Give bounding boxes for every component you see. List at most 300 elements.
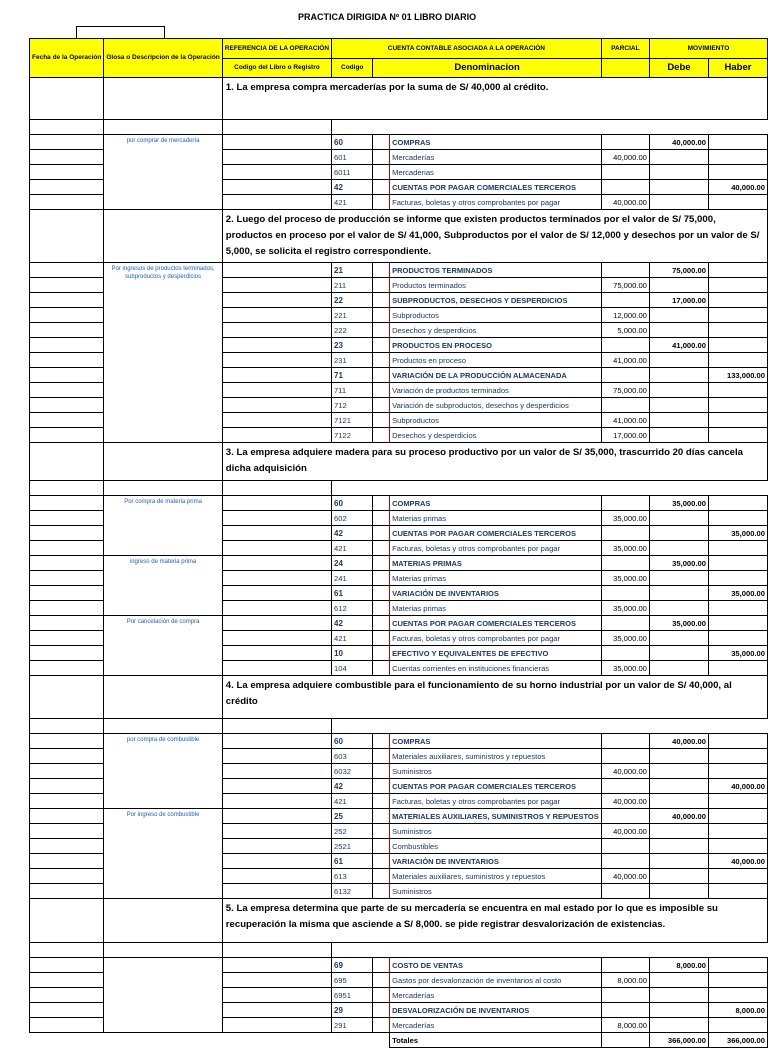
account-name: Desechos y desperdicios <box>390 428 602 443</box>
ref-cell <box>222 165 331 180</box>
haber-value <box>708 839 767 854</box>
parcial-value <box>601 496 649 511</box>
account-code: 695 <box>332 973 373 988</box>
fecha-cell <box>30 180 104 195</box>
ref-cell <box>222 1018 331 1033</box>
haber-value <box>708 616 767 631</box>
debe-value <box>649 839 708 854</box>
account-name: COSTO DE VENTAS <box>390 958 602 973</box>
fecha-cell <box>30 556 104 571</box>
account-name: Suministros <box>390 824 602 839</box>
debe-value: 17,000.00 <box>649 293 708 308</box>
marker-cell <box>373 135 390 150</box>
account-code: 2521 <box>332 839 373 854</box>
ref-cell <box>222 869 331 884</box>
account-code: 6032 <box>332 764 373 779</box>
marker-cell <box>373 413 390 428</box>
ref-cell <box>222 794 331 809</box>
col-movimiento: MOVIMIENTO <box>649 39 767 59</box>
parcial-value <box>601 779 649 794</box>
account-name: Materias primas <box>390 511 602 526</box>
marker-cell <box>373 308 390 323</box>
account-code: 222 <box>332 323 373 338</box>
ref-cell <box>222 824 331 839</box>
ref-cell <box>222 734 331 749</box>
ref-cell <box>222 719 331 734</box>
account-name: Productos en proceso <box>390 353 602 368</box>
account-code: 23 <box>332 338 373 353</box>
marker-cell <box>373 323 390 338</box>
ref-cell <box>222 779 331 794</box>
haber-value <box>708 293 767 308</box>
debe-value: 41,000.00 <box>649 338 708 353</box>
parcial-value: 12,000.00 <box>601 308 649 323</box>
parcial-value: 40,000.00 <box>601 150 649 165</box>
marker-cell <box>373 988 390 1003</box>
ref-cell <box>222 180 331 195</box>
statement-text: 5. La empresa determina que parte de su mercadería se encuentra en mal estado por lo que es imposible su recuperación la misma que asciende a S/ 8,000. se pide registrar desvalorización de existencias. <box>222 899 767 943</box>
glosa-cell: Por ingreso de combustible <box>104 809 222 899</box>
spacer-row <box>30 719 768 734</box>
col-denominacion: Denominacion <box>373 59 601 78</box>
fecha-cell <box>30 165 104 180</box>
glosa-cell <box>104 481 222 496</box>
ref-cell <box>222 308 331 323</box>
parcial-value <box>601 556 649 571</box>
ref-cell <box>222 616 331 631</box>
marker-cell <box>373 973 390 988</box>
glosa-cell <box>104 719 222 734</box>
fecha-cell <box>30 749 104 764</box>
fecha-cell <box>30 210 104 263</box>
account-name: Materias primas <box>390 601 602 616</box>
totals-haber: 366,000.00 <box>708 1033 767 1048</box>
debe-value: 40,000.00 <box>649 734 708 749</box>
fecha-cell <box>30 661 104 676</box>
parcial-value <box>601 616 649 631</box>
ref-cell <box>222 353 331 368</box>
account-name: Materiales auxiliares, suministros y repuestos <box>390 749 602 764</box>
fecha-cell <box>30 323 104 338</box>
account-code: 6951 <box>332 988 373 1003</box>
account-name: Desechos y desperdicios <box>390 323 602 338</box>
account-code: 22 <box>332 293 373 308</box>
debe-value <box>649 413 708 428</box>
blank-cell <box>332 1033 373 1048</box>
fecha-cell <box>30 794 104 809</box>
header-top-box <box>76 26 165 38</box>
account-code: 42 <box>332 526 373 541</box>
haber-value: 40,000.00 <box>708 779 767 794</box>
fecha-cell <box>30 809 104 824</box>
account-code: 69 <box>332 958 373 973</box>
entry-row <box>30 135 768 150</box>
parcial-value: 40,000.00 <box>601 794 649 809</box>
account-name: Materias primas <box>390 571 602 586</box>
col-cuenta: CUENTA CONTABLE ASOCIADA A LA OPERACIÓN <box>332 39 602 59</box>
spacer-row <box>30 120 768 135</box>
parcial-value <box>601 1003 649 1018</box>
glosa-cell <box>104 899 222 943</box>
account-code: 6132 <box>332 884 373 899</box>
parcial-value <box>601 839 649 854</box>
fecha-cell <box>30 571 104 586</box>
glosa-cell <box>104 443 222 481</box>
account-name: CUENTAS POR PAGAR COMERCIALES TERCEROS <box>390 180 602 195</box>
haber-value <box>708 413 767 428</box>
account-code: 712 <box>332 398 373 413</box>
ref-cell <box>222 973 331 988</box>
fecha-cell <box>30 884 104 899</box>
ref-cell <box>222 839 331 854</box>
account-name: Facturas, boletas y otros comprobantes por pagar <box>390 541 602 556</box>
spacer-row <box>30 943 768 958</box>
parcial-value: 41,000.00 <box>601 413 649 428</box>
fecha-cell <box>30 839 104 854</box>
fecha-cell <box>30 511 104 526</box>
haber-value <box>708 824 767 839</box>
account-name: MATERIAS PRIMAS <box>390 556 602 571</box>
parcial-value: 17,000.00 <box>601 428 649 443</box>
col-referencia: REFERENCIA DE LA OPERACIÓN <box>222 39 331 59</box>
haber-value: 133,000.00 <box>708 368 767 383</box>
ref-cell <box>222 195 331 210</box>
account-name: PRODUCTOS EN PROCESO <box>390 338 602 353</box>
marker-cell <box>373 278 390 293</box>
fecha-cell <box>30 779 104 794</box>
account-code: 252 <box>332 824 373 839</box>
entry-row <box>30 734 768 749</box>
fecha-cell <box>30 443 104 481</box>
account-name: Mercaderías <box>390 988 602 1003</box>
haber-value: 35,000.00 <box>708 586 767 601</box>
marker-cell <box>373 616 390 631</box>
account-code: 603 <box>332 749 373 764</box>
debe-value <box>649 1018 708 1033</box>
debe-value <box>649 884 708 899</box>
col-haber: Haber <box>708 59 767 78</box>
statement-text: 4. La empresa adquiere combustible para el funcionamiento de su horno industrial por un valor de S/ 40,000, al crédito <box>222 676 767 719</box>
parcial-value: 35,000.00 <box>601 571 649 586</box>
account-name: COMPRAS <box>390 135 602 150</box>
glosa-cell: Por compra de materia prima <box>104 496 222 556</box>
marker-cell <box>373 839 390 854</box>
ref-cell <box>222 338 331 353</box>
debe-value <box>649 988 708 1003</box>
ref-cell <box>222 120 331 135</box>
marker-cell <box>373 809 390 824</box>
account-name: Variación de productos terminados <box>390 383 602 398</box>
ref-cell <box>222 646 331 661</box>
fecha-cell <box>30 293 104 308</box>
haber-value <box>708 338 767 353</box>
parcial-value: 35,000.00 <box>601 601 649 616</box>
parcial-value <box>601 734 649 749</box>
marker-cell <box>373 496 390 511</box>
statement-row <box>30 443 768 481</box>
col-parcial-blank <box>601 59 649 78</box>
account-code: 42 <box>332 616 373 631</box>
account-name: Mercaderias <box>390 165 602 180</box>
debe-value: 35,000.00 <box>649 616 708 631</box>
spacer-cell <box>332 719 768 734</box>
account-code: 10 <box>332 646 373 661</box>
haber-value: 35,000.00 <box>708 646 767 661</box>
parcial-value <box>601 586 649 601</box>
parcial-value: 35,000.00 <box>601 541 649 556</box>
account-code: 711 <box>332 383 373 398</box>
account-code: 24 <box>332 556 373 571</box>
marker-cell <box>373 165 390 180</box>
haber-value <box>708 973 767 988</box>
journal-table <box>29 38 768 1048</box>
haber-value <box>708 809 767 824</box>
ref-cell <box>222 884 331 899</box>
account-code: 60 <box>332 135 373 150</box>
haber-value <box>708 511 767 526</box>
account-name: Facturas, boletas y otros comprobantes por pagar <box>390 195 602 210</box>
parcial-value <box>601 180 649 195</box>
col-codigo-libro: Codigo del Libro o Registro <box>222 59 331 78</box>
fecha-cell <box>30 764 104 779</box>
ref-cell <box>222 496 331 511</box>
haber-value <box>708 884 767 899</box>
marker-cell <box>373 749 390 764</box>
marker-cell <box>373 824 390 839</box>
account-name: Materiales auxiliares, suministros y repuestos <box>390 869 602 884</box>
ref-cell <box>222 526 331 541</box>
parcial-value: 75,000.00 <box>601 383 649 398</box>
marker-cell <box>373 150 390 165</box>
account-name: COMPRAS <box>390 734 602 749</box>
haber-value <box>708 263 767 278</box>
blank-cell <box>373 1033 390 1048</box>
haber-value <box>708 383 767 398</box>
fecha-cell <box>30 646 104 661</box>
marker-cell <box>373 541 390 556</box>
account-code: 613 <box>332 869 373 884</box>
parcial-value: 40,000.00 <box>601 764 649 779</box>
ref-cell <box>222 135 331 150</box>
debe-value <box>649 631 708 646</box>
parcial-value <box>601 854 649 869</box>
fecha-cell <box>30 428 104 443</box>
haber-value: 40,000.00 <box>708 854 767 869</box>
fecha-cell <box>30 278 104 293</box>
haber-value <box>708 308 767 323</box>
haber-value <box>708 764 767 779</box>
fecha-cell <box>30 263 104 278</box>
account-name: Mercaderías <box>390 150 602 165</box>
debe-value <box>649 661 708 676</box>
haber-value <box>708 601 767 616</box>
ref-cell <box>222 749 331 764</box>
debe-value <box>649 323 708 338</box>
ref-cell <box>222 413 331 428</box>
parcial-value: 35,000.00 <box>601 631 649 646</box>
account-code: 60 <box>332 734 373 749</box>
debe-value <box>649 353 708 368</box>
entry-row <box>30 496 768 511</box>
debe-value <box>649 749 708 764</box>
account-name: Suministros <box>390 764 602 779</box>
account-code: 6011 <box>332 165 373 180</box>
account-name: Suministros <box>390 884 602 899</box>
parcial-value: 8,000.00 <box>601 973 649 988</box>
marker-cell <box>373 794 390 809</box>
haber-value <box>708 135 767 150</box>
haber-value: 35,000.00 <box>708 526 767 541</box>
ref-cell <box>222 541 331 556</box>
account-name: SUBPRODUCTOS, DESECHOS Y DESPERDICIOS <box>390 293 602 308</box>
debe-value: 35,000.00 <box>649 556 708 571</box>
parcial-value: 40,000.00 <box>601 869 649 884</box>
blank-cell <box>30 1033 104 1048</box>
debe-value <box>649 180 708 195</box>
account-code: 104 <box>332 661 373 676</box>
fecha-cell <box>30 676 104 719</box>
debe-value <box>649 794 708 809</box>
debe-value <box>649 973 708 988</box>
haber-value <box>708 631 767 646</box>
fecha-cell <box>30 398 104 413</box>
spacer-cell <box>332 481 768 496</box>
ref-cell <box>222 809 331 824</box>
ref-cell <box>222 263 331 278</box>
ref-cell <box>222 943 331 958</box>
fecha-cell <box>30 631 104 646</box>
debe-value <box>649 398 708 413</box>
fecha-cell <box>30 988 104 1003</box>
glosa-cell: por compra de combustible <box>104 734 222 809</box>
account-code: 421 <box>332 631 373 646</box>
parcial-value: 5,000.00 <box>601 323 649 338</box>
fecha-cell <box>30 1018 104 1033</box>
fecha-cell <box>30 586 104 601</box>
glosa-cell: Por cancelación de compra <box>104 616 222 676</box>
glosa-cell <box>104 210 222 263</box>
debe-value <box>649 646 708 661</box>
debe-value <box>649 601 708 616</box>
fecha-cell <box>30 869 104 884</box>
blank-cell <box>104 1033 222 1048</box>
parcial-value <box>601 884 649 899</box>
debe-value <box>649 428 708 443</box>
ref-cell <box>222 631 331 646</box>
parcial-value: 8,000.00 <box>601 1018 649 1033</box>
haber-value <box>708 398 767 413</box>
col-parcial: PARCIAL <box>601 39 649 59</box>
col-codigo: Codigo <box>332 59 373 78</box>
ref-cell <box>222 1003 331 1018</box>
parcial-value: 35,000.00 <box>601 661 649 676</box>
fecha-cell <box>30 541 104 556</box>
parcial-value: 40,000.00 <box>601 195 649 210</box>
parcial-value <box>601 646 649 661</box>
fecha-cell <box>30 943 104 958</box>
parcial-value: 41,000.00 <box>601 353 649 368</box>
glosa-cell <box>104 676 222 719</box>
account-code: 61 <box>332 586 373 601</box>
parcial-value <box>601 958 649 973</box>
fecha-cell <box>30 353 104 368</box>
fecha-cell <box>30 481 104 496</box>
haber-value <box>708 1018 767 1033</box>
parcial-value <box>601 368 649 383</box>
col-glosa: Glosa o Descripcion de la Operación <box>104 39 222 78</box>
account-name: Combustibles <box>390 839 602 854</box>
col-debe: Debe <box>649 59 708 78</box>
ref-cell <box>222 556 331 571</box>
marker-cell <box>373 368 390 383</box>
account-code: 421 <box>332 794 373 809</box>
statement-row <box>30 676 768 719</box>
marker-cell <box>373 428 390 443</box>
account-name: Facturas, boletas y otros comprobantes por pagar <box>390 794 602 809</box>
fecha-cell <box>30 150 104 165</box>
account-name: VARIACIÓN DE INVENTARIOS <box>390 854 602 869</box>
haber-value <box>708 734 767 749</box>
debe-value <box>649 1003 708 1018</box>
debe-value <box>649 383 708 398</box>
haber-value <box>708 749 767 764</box>
parcial-value <box>601 988 649 1003</box>
marker-cell <box>373 293 390 308</box>
spacer-row <box>30 481 768 496</box>
ref-cell <box>222 368 331 383</box>
marker-cell <box>373 263 390 278</box>
debe-value: 8,000.00 <box>649 958 708 973</box>
debe-value <box>649 854 708 869</box>
fecha-cell <box>30 496 104 511</box>
debe-value <box>649 541 708 556</box>
entry-row <box>30 263 768 278</box>
fecha-cell <box>30 616 104 631</box>
marker-cell <box>373 631 390 646</box>
account-name: VARIACIÓN DE LA PRODUCCIÓN ALMACENADA <box>390 368 602 383</box>
account-name: Productos terminados <box>390 278 602 293</box>
account-name: COMPRAS <box>390 496 602 511</box>
marker-cell <box>373 869 390 884</box>
fecha-cell <box>30 413 104 428</box>
marker-cell <box>373 383 390 398</box>
marker-cell <box>373 526 390 541</box>
account-code: 601 <box>332 150 373 165</box>
entry-row <box>30 958 768 973</box>
totals-debe: 366,000.00 <box>649 1033 708 1048</box>
parcial-value <box>601 809 649 824</box>
fecha-cell <box>30 338 104 353</box>
haber-value: 8,000.00 <box>708 1003 767 1018</box>
statement-text: 2. Luego del proceso de producción se informe que existen productos terminados por el valor de S/ 75,000, productos en proceso por el valor de S/ 41,000, Subproductos por el valor de S/ 12,000 y desechos por un valor de S/ 5,000, se solicita el registro correspondiente. <box>222 210 767 263</box>
haber-value <box>708 556 767 571</box>
entry-row <box>30 809 768 824</box>
account-name: Mercaderías <box>390 1018 602 1033</box>
account-code: 60 <box>332 496 373 511</box>
account-name: EFECTIVO Y EQUIVALENTES DE EFECTIVO <box>390 646 602 661</box>
fecha-cell <box>30 526 104 541</box>
debe-value <box>649 586 708 601</box>
account-name: Facturas, boletas y otros comprobantes por pagar <box>390 631 602 646</box>
account-name: Cuentas corrientes en instituciones financieras <box>390 661 602 676</box>
account-name: DESVALORIZACIÓN DE INVENTARIOS <box>390 1003 602 1018</box>
parcial-value: 40,000.00 <box>601 824 649 839</box>
account-code: 21 <box>332 263 373 278</box>
spacer-cell <box>332 943 768 958</box>
ref-cell <box>222 511 331 526</box>
marker-cell <box>373 571 390 586</box>
marker-cell <box>373 180 390 195</box>
